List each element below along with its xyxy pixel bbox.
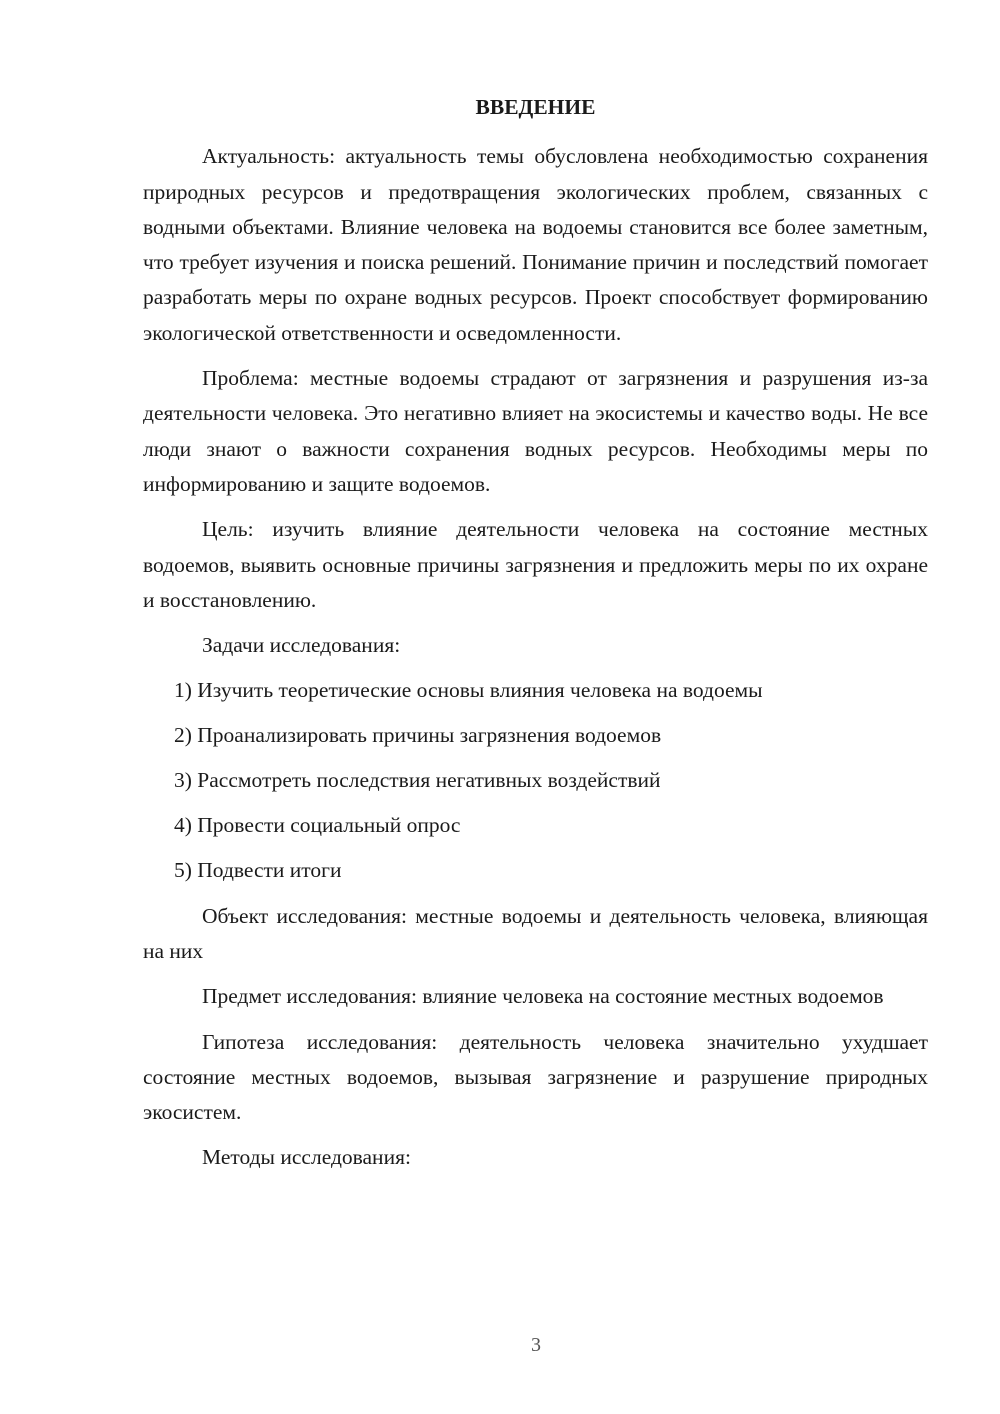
paragraph-goal: Цель: изучить влияние деятельности человека на состояние местных водоемов, выявить основные причины загрязнения и предложить меры по их охране и восстановлению. xyxy=(143,517,928,612)
task-item-1: 1) Изучить теоретические основы влияния человека на водоемы xyxy=(174,678,763,703)
task-item-5: 5) Подвести итоги xyxy=(174,858,342,883)
paragraph-relevance: Актуальность: актуальность темы обусловлена необходимостью сохранения природных ресурсов и предотвращения экологических проблем, связанных с водными объектами. Влияние человека на водоемы становится все более заметным, что требует изучения и поиска решений. Понимание причин и последствий помогает разработать меры по охране водных ресурсов. Проект способствует формированию экологической ответственности и осведомленности. xyxy=(143,144,928,345)
tasks-list xyxy=(143,673,928,888)
task-item-2: 2) Проанализировать причины загрязнения водоемов xyxy=(174,723,662,748)
methods-heading: Методы исследования: xyxy=(202,1145,411,1170)
paragraph-problem: Проблема: местные водоемы страдают от загрязнения и разрушения из-за деятельности человека. Это негативно влияет на экосистемы и качество воды. Не все люди знают о важности сохранения водных ресурсов. Необходимы меры по информированию и защите водоемов. xyxy=(143,366,928,496)
page-content xyxy=(143,90,928,1186)
paragraph-hypothesis: Гипотеза исследования: деятельность человека значительно ухудшает состояние местных водоемов, вызывая загрязнение и разрушение природных экосистем. xyxy=(143,1029,928,1125)
tasks-heading: Задачи исследования: xyxy=(202,633,401,658)
paragraph-object: Объект исследования: местные водоемы и деятельность человека, влияющая на них xyxy=(143,903,928,963)
page-number: 3 xyxy=(531,1334,541,1356)
task-item-3: 3) Рассмотреть последствия негативных воздействий xyxy=(174,768,661,793)
paragraph-subject: Предмет исследования: влияние человека на состояние местных водоемов xyxy=(202,984,884,1009)
section-title: ВВЕДЕНИЕ xyxy=(475,95,596,119)
task-item-4: 4) Провести социальный опрос xyxy=(174,813,461,838)
